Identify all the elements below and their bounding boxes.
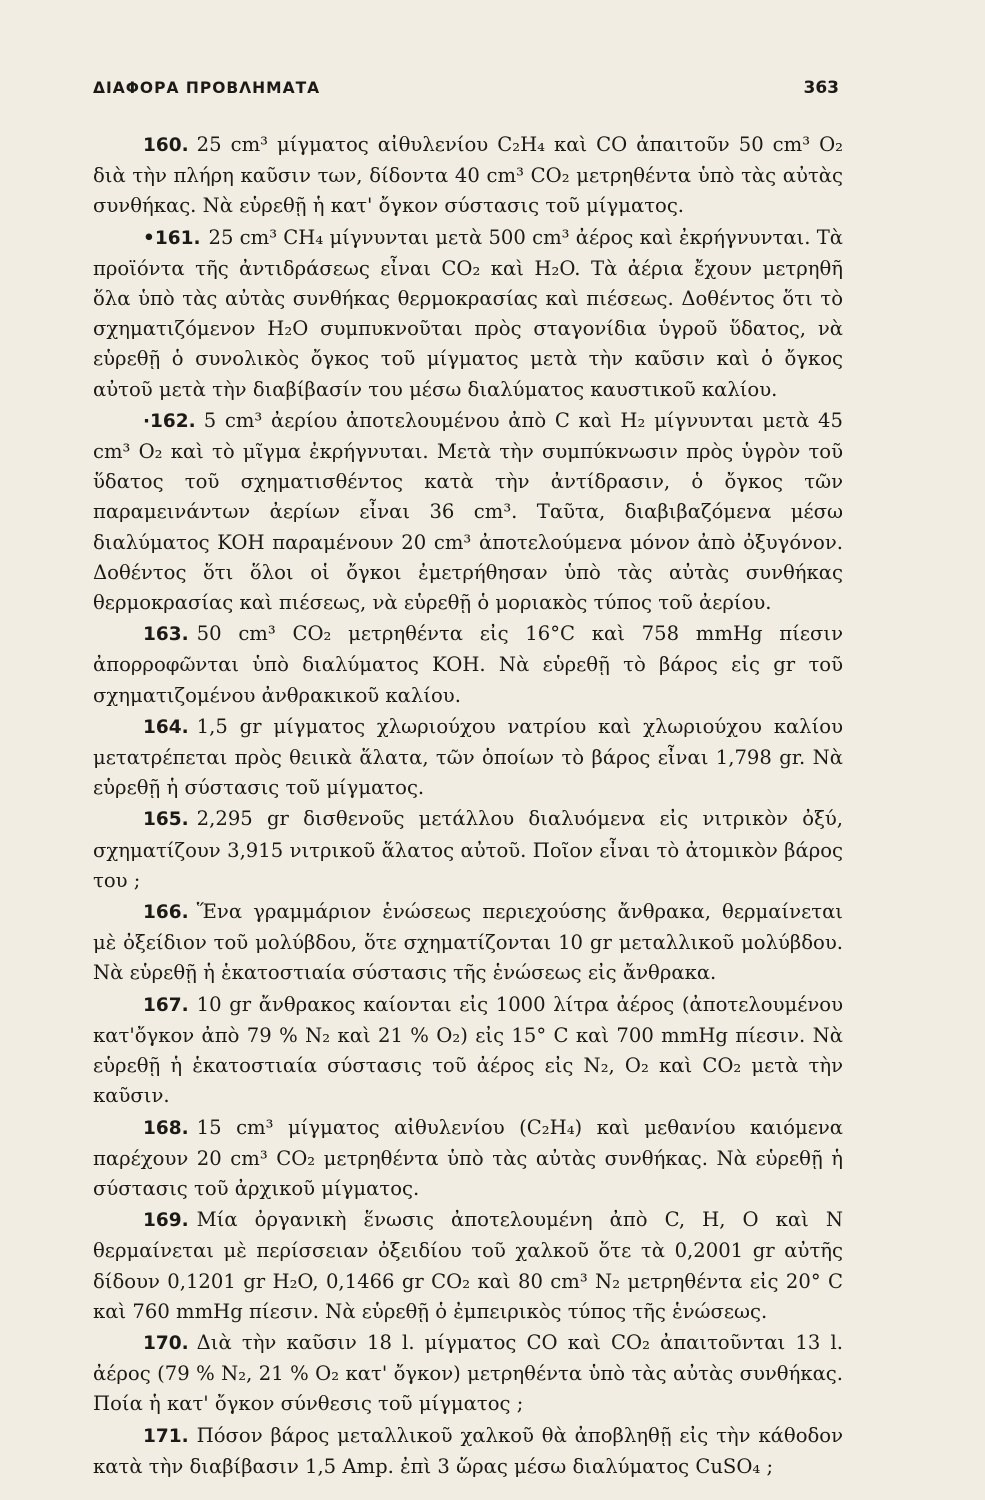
problem-number: 165.	[143, 809, 189, 831]
problem-number: 171.	[143, 1425, 189, 1447]
problem-number: 167.	[143, 994, 189, 1016]
problem-list	[93, 130, 843, 1483]
problem-number: 160.	[143, 135, 189, 156]
problem-text: 2,295 gr δισθενοῦς μετάλλου διαλυόμενα εἰς νιτρικὸν ὀξύ, σχηματίζουν 3,915 νιτρικοῦ ἅλατος αὐτοῦ. Ποῖον εἶναι τὸ ἀτομικὸν βάρος του ;	[93, 807, 843, 892]
problem-text: Μία ὀργανικὴ ἕνωσις ἀποτελουμένη ἀπὸ C, H, O καὶ N θερμαίνεται μὲ περίσσειαν ὀξειδίου τοῦ χαλκοῦ ὅτε τὰ 0,2001 gr αὐτῆς δίδουν 0,1201 gr H₂O, 0,1466 gr CO₂ καὶ 80 cm³ N₂ μετρηθέντα εἰς 20° C καὶ 760 mmHg πίεσιν. Νὰ εὑρεθῇ ὁ ἐμπειρικὸς τύπος τῆς ἑνώσεως.	[93, 1208, 843, 1323]
page-header	[93, 78, 839, 98]
problem-text: 1,5 gr μίγματος χλωριούχου νατρίου καὶ χλωριούχου καλίου μετατρέπεται πρὸς θειικὰ ἅλατα, τῶν ὁποίων τὸ βάρος εἶναι 1,798 gr. Νὰ εὑρεθῇ ἡ σύστασις τοῦ μίγματος.	[93, 714, 843, 800]
page-number: 363	[803, 78, 839, 98]
problem-168	[93, 1113, 843, 1205]
problem-163	[93, 619, 843, 711]
problem-164	[93, 712, 843, 804]
running-title: ΔΙΑΦΟΡΑ ΠΡΟΒΛΗΜΑΤΑ	[93, 79, 321, 97]
problem-number: 169.	[143, 1210, 189, 1232]
problem-text: Διὰ τὴν καῦσιν 18 l. μίγματος CO καὶ CO₂ ἀπαιτοῦνται 13 l. ἀέρος (79 % N₂, 21 % O₂ κατ' ὄγκον) μετρηθέντα ὑπὸ τὰς αὐτὰς συνθήκας. Ποία ἡ κατ' ὄγκον σύνθεσις τοῦ μίγματος ;	[93, 1330, 843, 1416]
problem-170	[93, 1328, 843, 1420]
problem-number: 168.	[143, 1117, 189, 1139]
problem-text: 25 cm³ CH₄ μίγνυνται μετὰ 500 cm³ ἀέρος καὶ ἐκρήγνυνται. Τὰ προϊόντα τῆς ἀντιδράσεως εἶναι CO₂ καὶ H₂O. Τὰ ἀέρια ἔχουν μετρηθῆ ὅλα ὑπὸ τὰς αὐτὰς συνθήκας θερμοκρασίας καὶ πιέσεως. Δοθέντος ὅτι τὸ σχηματιζόμενον H₂O συμπυκνοῦται πρὸς σταγονίδια ὑγροῦ ὕδατος, νὰ εὑρεθῇ ὁ συνολικὸς ὄγκος τοῦ μίγματος μετὰ τὴν καῦσιν καὶ ὁ ὄγκος αὐτοῦ μετὰ τὴν διαβίβασίν του μέσω διαλύματος καυστικοῦ καλίου.	[93, 225, 843, 401]
problem-165	[93, 804, 843, 896]
problem-number: ·162.	[143, 410, 196, 432]
problem-text: 15 cm³ μίγματος αἰθυλενίου (C₂H₄) καὶ μεθανίου καιόμενα παρέχουν 20 cm³ CO₂ μετρηθέντα ὑπὸ τὰς αὐτὰς συνθήκας. Νὰ εὑρεθῇ ἡ σύστασις τοῦ ἀρχικοῦ μίγματος.	[93, 1115, 843, 1200]
problem-160	[93, 130, 843, 222]
problem-text: Πόσον βάρος μεταλλικοῦ χαλκοῦ θὰ ἀποβληθῇ εἰς τὴν κάθοδον κατὰ τὴν διαβίβασιν 1,5 Amp. ἐπὶ 3 ὥρας μέσω διαλύματος CuSO₄ ;	[93, 1423, 843, 1478]
problem-text: 50 cm³ CO₂ μετρηθέντα εἰς 16°C καὶ 758 mmHg πίεσιν ἀπορροφῶνται ὑπὸ διαλύματος KOH. Νὰ εὑρεθῇ τὸ βάρος εἰς gr τοῦ σχηματιζομένου ἀνθρακικοῦ καλίου.	[93, 622, 843, 707]
problem-number: 163.	[143, 624, 189, 646]
problem-number: 166.	[143, 902, 189, 924]
problem-167	[93, 990, 843, 1112]
problem-161	[93, 223, 843, 405]
problem-text: 10 gr ἄνθρακος καίονται εἰς 1000 λίτρα ἀέρος (ἀποτελουμένου κατ'ὄγκον ἀπὸ 79 % N₂ καὶ 21 % O₂) εἰς 15° C καὶ 700 mmHg πίεσιν. Νὰ εὑρεθῇ ἡ ἑκατοστιαία σύστασις τοῦ ἀέρος εἰς N₂, O₂ καὶ CO₂ μετὰ τὴν καῦσιν.	[93, 992, 843, 1108]
problem-166	[93, 897, 843, 989]
problem-text: 25 cm³ μίγματος αἰθυλενίου C₂H₄ καὶ CO ἀπαιτοῦν 50 cm³ O₂ διὰ τὴν πλήρη καῦσιν των, δίδοντα 40 cm³ CO₂ μετρηθέντα ὑπὸ τὰς αὐτὰς συνθήκας. Νὰ εὑρεθῇ ἡ κατ' ὄγκον σύστασις τοῦ μίγματος.	[93, 133, 843, 218]
problem-text: 5 cm³ ἀερίου ἀποτελουμένου ἀπὸ C καὶ H₂ μίγνυνται μετὰ 45 cm³ O₂ καὶ τὸ μῖγμα ἐκρήγνυται. Μετὰ τὴν συμπύκνωσιν πρὸς ὑγρὸν τοῦ ὕδατος τοῦ σχηματισθέντος κατὰ τὴν ἀντίδρασιν, ὁ ὄγκος τῶν παραμεινάντων ἀερίων εἶναι 36 cm³. Ταῦτα, διαβιβαζόμενα μέσω διαλύματος KOH παραμένουν 20 cm³ ἀποτελούμενα μόνον ἀπὸ ὀξυγόνον. Δοθέντος ὅτι ὅλοι οἱ ὄγκοι ἐμετρήθησαν ὑπὸ τὰς αὐτὰς συνθήκας θερμοκρασίας καὶ πιέσεως, νὰ εὑρεθῇ ὁ μοριακὸς τύπος τοῦ ἀερίου.	[93, 408, 843, 615]
problem-text: Ἕνα γραμμάριον ἑνώσεως περιεχούσης ἄνθρακα, θερμαίνεται μὲ ὀξείδιον τοῦ μολύβδου, ὅτε σχηματίζονται 10 gr μεταλλικοῦ μολύβδου. Νὰ εὑρεθῇ ἡ ἑκατοστιαία σύστασις τῆς ἑνώσεως εἰς ἄνθρακα.	[93, 900, 843, 985]
problem-169	[93, 1205, 843, 1327]
problem-number: 164.	[143, 716, 189, 738]
problem-number: 170.	[143, 1332, 189, 1354]
problem-number: •161.	[143, 227, 201, 249]
problem-171	[93, 1421, 843, 1482]
problem-162	[93, 406, 843, 618]
